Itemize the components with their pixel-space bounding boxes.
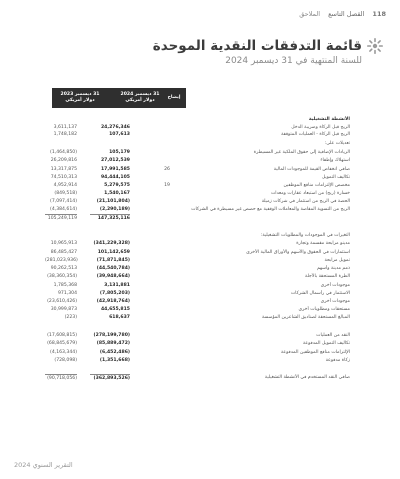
row-label: زكاة مدفوعة [325, 358, 350, 363]
section-label: الملاحق [299, 10, 321, 18]
column-header-note: إيضاح [167, 95, 181, 100]
value-2023: (728,098) [54, 358, 77, 363]
value-2024: (2,290,189) [99, 207, 130, 212]
value-2024: (85,889,472) [96, 341, 130, 346]
row-label: استثمارات في الحقوق والأسهم والأوراق المالية الأخرى [246, 250, 350, 255]
row-label: استهلاك وإطفاء [320, 158, 350, 163]
value-2024: 5,279,575 [104, 183, 130, 188]
value-2024: (341,229,328) [93, 241, 130, 246]
table-row [0, 116, 400, 123]
value-2024: 147,325,116 [90, 214, 130, 222]
table-row [0, 314, 400, 321]
row-label: صافي النقد المستخدم في الأنشطة التشغيلية [264, 375, 350, 380]
company-logo-icon [366, 37, 384, 55]
value-2023: (4,163,344) [50, 350, 77, 355]
value-2023: (23,610,426) [47, 299, 77, 304]
value-2024: 27,012,539 [100, 158, 130, 163]
page-number: 118 [372, 10, 386, 18]
title-block [153, 38, 362, 68]
value-2023: 10,965,913 [50, 241, 77, 246]
value-2023: (7,097,414) [50, 199, 77, 204]
table-row [0, 357, 400, 364]
page-header [299, 10, 386, 18]
table-row [0, 166, 400, 173]
value-2024: 1,540,167 [104, 191, 130, 196]
value-2023: (90,718,056) [45, 374, 77, 382]
value-2023: (17,608,815) [47, 333, 77, 338]
value-2024: 101,142,659 [97, 250, 130, 255]
value-2023: 90,262,513 [50, 266, 77, 271]
value-2023: 971,304 [58, 291, 77, 296]
row-label: تكاليف التمويل [321, 175, 350, 180]
row-label: الزيادات الإضافية إلى حقوق الملكية غير المسيطرة [253, 150, 350, 155]
table-row [0, 214, 400, 221]
page-footer: التقرير السنوي 2024 [14, 461, 73, 469]
row-label: الاستثمار في رأسمال الشركات [290, 291, 350, 296]
row-note: 26 [164, 167, 170, 172]
value-2023: (38,360,354) [47, 274, 77, 279]
value-2024: 107,613 [109, 132, 130, 137]
value-2023: 3,611,137 [53, 125, 77, 130]
row-label: تكاليف التمويل المدفوعة [302, 341, 350, 346]
row-label: موجودات أخرى [320, 283, 350, 288]
table-row [0, 206, 400, 213]
value-2023: 86,485,427 [50, 250, 77, 255]
column-header-2024: 31 ديسمبر 2024 دولار أمريكي [120, 92, 160, 103]
value-2024: (71,871,845) [96, 258, 130, 263]
value-2024: 618,637 [109, 315, 130, 320]
value-2024: 24,276,346 [100, 125, 130, 130]
row-label: مدينو مرابحة مقسمة وتجارة [296, 241, 350, 246]
table-row [0, 182, 400, 189]
value-2023: 13,317,875 [50, 167, 77, 172]
table-row [0, 124, 400, 131]
row-note: 19 [164, 183, 170, 188]
table-row [0, 298, 400, 305]
chapter-label: القصل التاسع [328, 10, 365, 18]
table-row [0, 290, 400, 297]
value-2023: 1,785,368 [53, 283, 77, 288]
value-2024: (6,452,486) [99, 350, 130, 355]
value-2023: (281,023,936) [45, 258, 78, 263]
value-2024: 17,991,585 [100, 167, 130, 172]
value-2024: 44,655,815 [100, 307, 130, 312]
row-label: موجودات أخرى [320, 299, 350, 304]
table-row [0, 332, 400, 339]
table-row [0, 190, 400, 197]
table-row [0, 157, 400, 164]
row-label: مستحقات ومطلوبات أخرى [298, 307, 350, 312]
value-2023: 26,209,816 [50, 158, 77, 163]
table-row [0, 273, 400, 280]
value-2024: 105,179 [109, 150, 130, 155]
table-row [0, 198, 400, 205]
table-row [0, 265, 400, 272]
value-2024: (42,918,764) [96, 299, 130, 304]
table-row [0, 282, 400, 289]
value-2023: (68,845,679) [47, 341, 77, 346]
value-2023: (4,384,614) [50, 207, 77, 212]
value-2024: (21,101,804) [96, 199, 130, 204]
column-header-2023: 31 ديسمبر 2023 دولار أمريكي [60, 92, 100, 103]
row-label: مخصص الإلتزامات منافع الموظفين [283, 183, 350, 188]
row-label: الحصة في الربح من استثمار في شركات زميلة [261, 199, 350, 204]
table-row [0, 306, 400, 313]
value-2023: 1,748,182 [53, 132, 77, 137]
table-row [0, 240, 400, 247]
table-row [0, 257, 400, 264]
value-2024: (44,540,784) [96, 266, 130, 271]
value-2023: 105,249,119 [45, 214, 77, 222]
value-2023: (223) [64, 315, 77, 320]
value-2023: 74,510,313 [50, 175, 77, 180]
row-label: التغيرات في الموجودات والمطلوبات التشغيلية: [260, 233, 350, 238]
table-row [0, 374, 400, 381]
value-2024: 3,131,881 [104, 283, 130, 288]
row-label: الأنشطة التشغيلية [308, 117, 350, 122]
row-label: تمويل مرابحة [324, 258, 350, 263]
table-row [0, 349, 400, 356]
table-row [0, 149, 400, 156]
value-2023: (1,464,850) [50, 150, 77, 155]
row-label: الربح قبل الزكاة - العمليات المتوقفة [281, 132, 350, 137]
row-label: الطرة المستحقة بالأجلة [305, 274, 350, 279]
page-subtitle: للسنة المنتهية في 31 ديسمبر 2024 [225, 56, 362, 66]
row-label: الإلتزامات منافع الموظفين المدفوعة [280, 350, 350, 355]
value-2024: (1,351,668) [99, 358, 130, 363]
value-2023: (849,518) [54, 191, 77, 196]
row-label: الربح من التسوية المقاصة والمعاملات الوقفية مع حصص غير مسيطرة في الشركات [191, 207, 350, 212]
row-label: صافي انخفاض القيمة للموجودات المالية [273, 167, 350, 172]
value-2024: (278,199,780) [93, 333, 130, 338]
row-label: المبالغ المستحقة لصناديق الشاعرين المؤسسة [261, 315, 350, 320]
table-header [52, 88, 186, 108]
value-2023: 4,952,914 [53, 183, 77, 188]
value-2024: (362,893,526) [90, 374, 130, 382]
table-row [0, 174, 400, 181]
page-title: قائمة التدفقات النقدية الموحدة [152, 38, 362, 54]
value-2024: 94,444,105 [100, 175, 130, 180]
table-row [0, 140, 400, 147]
table-row [0, 232, 400, 239]
row-label: النقد من العمليات [316, 333, 350, 338]
row-label: الربح قبل الزكاة وضريبة الدخل [291, 125, 350, 130]
table-row [0, 340, 400, 347]
value-2024: (7,805,203) [99, 291, 130, 296]
value-2023: 30,999,873 [50, 307, 77, 312]
table-row [0, 131, 400, 138]
row-label: تعديلات على: [324, 141, 350, 146]
value-2024: (39,948,664) [96, 274, 130, 279]
row-label: خسارة (ربح) من استبعاد عقارات ومعدات [270, 191, 350, 196]
table-row [0, 249, 400, 256]
row-label: ذمم مدينة وأسهم [316, 266, 350, 271]
